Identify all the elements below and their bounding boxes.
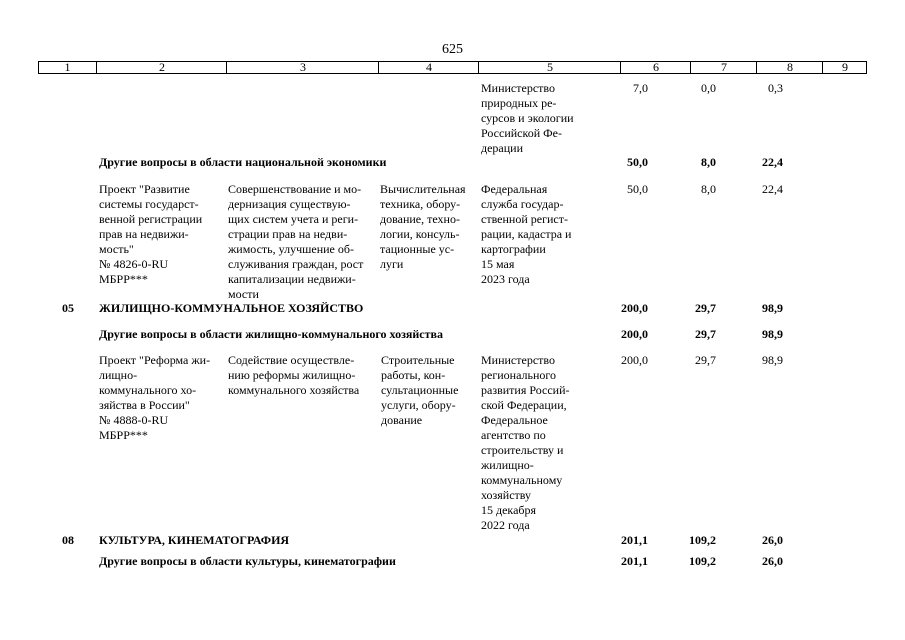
page-number: 625 (442, 42, 463, 57)
culture-other-col6: 201,1 (621, 554, 648, 568)
housing-col8: 98,9 (762, 301, 783, 315)
project-registration-name: Проект "Развитие системы государст- венной регистрации прав на недвижи- мость" № 4826-0-RU МБРР*** (99, 182, 203, 286)
project-registration-agency: Федеральная служба государ- ственной регист- рации, кадастра и картографии 15 мая 2023 года (481, 182, 572, 286)
section-econ-other-title: Другие вопросы в области национальной экономики (99, 155, 387, 169)
housing-col6: 200,0 (621, 301, 648, 315)
culture-col8: 26,0 (762, 533, 783, 547)
project-housing-col6: 200,0 (621, 353, 648, 367)
housing-other-col6: 200,0 (621, 327, 648, 341)
top-col6: 7,0 (633, 81, 648, 95)
project-registration-type: Вычислительная техника, обору- дование, техно- логии, консуль- тационные ус- луги (380, 182, 466, 271)
housing-other-col7: 29,7 (695, 327, 716, 341)
section-culture-title: КУЛЬТУРА, КИНЕМАТОГРАФИЯ (99, 533, 290, 547)
header-col-6: 6 (620, 62, 691, 73)
culture-other-col8: 26,0 (762, 554, 783, 568)
section-housing-title: ЖИЛИЩНО-КОММУНАЛЬНОЕ ХОЗЯЙСТВО (99, 301, 364, 315)
project-housing-type: Строительные работы, кон- сультационные услуги, обору- дование (381, 353, 459, 427)
culture-col6: 201,1 (621, 533, 648, 547)
header-col-7: 7 (690, 62, 757, 73)
project-registration-goal: Совершенствование и мо- дернизация существую- щих систем учета и реги- страции прав на недви- жимость, улучшение об- служивания граждан, рост капитализации недвижи- мости (228, 182, 364, 301)
project-housing-goal: Содействие осуществле- нию реформы жилищно- коммунального хозяйства (228, 353, 360, 397)
header-col-2: 2 (96, 62, 227, 73)
project-housing-col8: 98,9 (762, 353, 783, 367)
project-registration-col6: 50,0 (627, 182, 648, 196)
top-col7: 0,0 (701, 81, 716, 95)
header-col-3: 3 (226, 62, 379, 73)
econ-other-col6: 50,0 (627, 155, 648, 169)
ministry-natural-resources: Министерство природных ре- сурсов и экологии Российской Фе- дерации (481, 81, 574, 155)
section-culture-code: 08 (62, 533, 74, 547)
econ-other-col8: 22,4 (762, 155, 783, 169)
culture-col7: 109,2 (689, 533, 716, 547)
section-culture-other-title: Другие вопросы в области культуры, кинематографии (99, 554, 396, 568)
header-col-1: 1 (64, 60, 71, 74)
econ-other-col7: 8,0 (701, 155, 716, 169)
header-col-5: 5 (478, 62, 621, 73)
culture-other-col7: 109,2 (689, 554, 716, 568)
section-housing-other-title: Другие вопросы в области жилищно-коммунального хозяйства (99, 327, 444, 341)
project-housing-name: Проект "Реформа жи- лищно- коммунального хо- зяйства в России" № 4888-0-RU МБРР*** (99, 353, 211, 442)
column-number-header (38, 61, 867, 74)
header-col-4: 4 (378, 62, 479, 73)
project-housing-agency: Министерство регионального развития Россий- ской Федерации, Федеральное агентство по строительству и жилищно- коммунальному хозяйству 15 декабря 2022 года (481, 353, 570, 532)
housing-other-col8: 98,9 (762, 327, 783, 341)
header-col-8: 8 (756, 62, 823, 73)
section-housing-code: 05 (62, 301, 74, 315)
project-registration-col8: 22,4 (762, 182, 783, 196)
project-housing-col7: 29,7 (695, 353, 716, 367)
housing-col7: 29,7 (695, 301, 716, 315)
header-col-9: 9 (822, 62, 867, 73)
project-registration-col7: 8,0 (701, 182, 716, 196)
top-col8: 0,3 (768, 81, 783, 95)
